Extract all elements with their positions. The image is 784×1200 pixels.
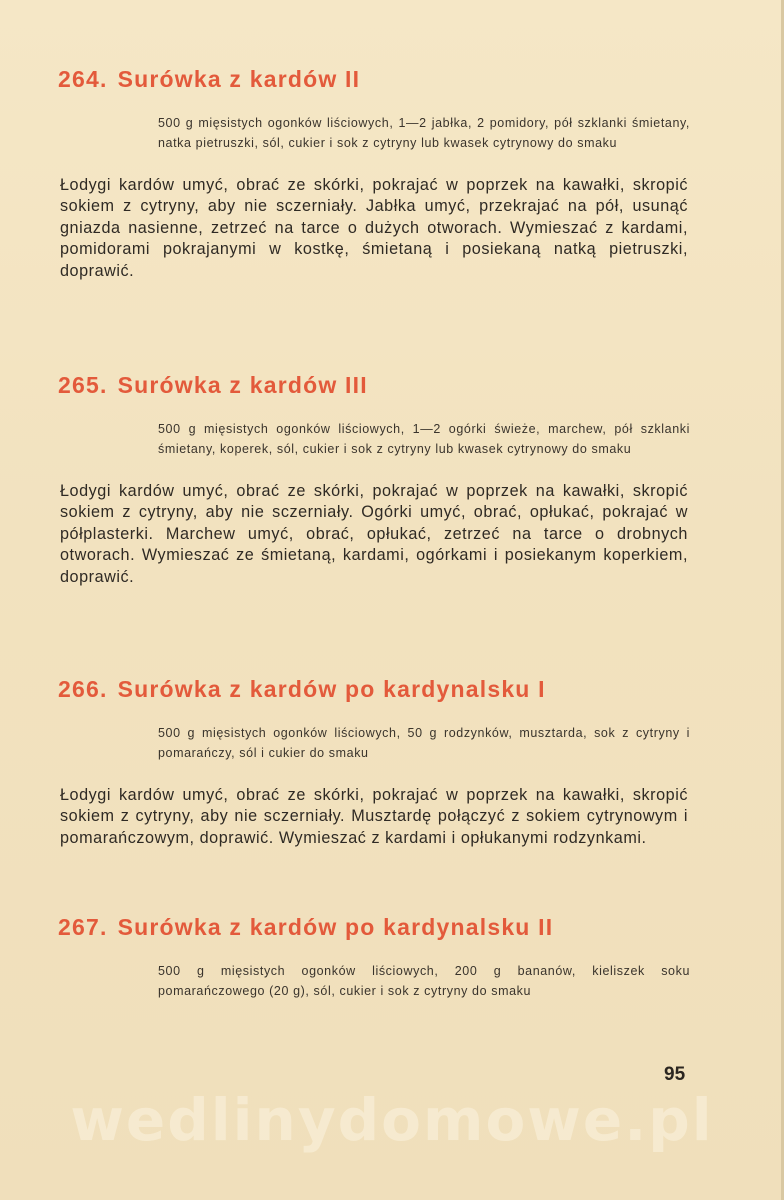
recipe-ingredients: 500 g mięsistych ogonków liściowych, 50 g rodzynków, musztarda, sok z cytryny i pomarańczy, sól i cukier do smaku — [158, 726, 690, 760]
recipe-title — [58, 372, 698, 399]
recipe-266 — [58, 676, 698, 849]
recipe-method: Łodygi kardów umyć, obrać ze skórki, pokrajać w poprzek na kawałki, skropić sokiem z cytryny, aby nie sczerniały. Ogórki umyć, obrać, opłukać, pokrajać w półplasterki. Marchew umyć, obrać, opłukać, zetrzeć na tarce o drobnych otworach. Wymieszać ze śmietaną, kardami, ogórkami i posiekanym koperkiem, doprawić. — [60, 482, 688, 586]
recipe-ingredients: 500 g mięsistych ogonków liściowych, 1—2 jabłka, 2 pomidory, pół szklanki śmietany, natka pietruszki, sól, cukier i sok z cytryny lub kwasek cytrynowy do smaku — [158, 116, 690, 150]
recipe-title-text: Surówka z kardów po kardynalsku I — [117, 676, 546, 702]
recipe-title — [58, 676, 698, 703]
recipe-title — [58, 66, 698, 93]
recipe-title — [58, 914, 698, 941]
page-number: 95 — [664, 1064, 686, 1085]
recipe-method: Łodygi kardów umyć, obrać ze skórki, pokrajać w poprzek na kawałki, skropić sokiem z cytryny, aby nie sczerniały. Musztardę połączyć z sokiem cytrynowym i pomarańczowym, doprawić. Wymieszać z kardami i opłukanymi rodzynkami. — [60, 786, 688, 847]
recipe-number: 266. — [58, 676, 108, 702]
recipe-number: 267. — [58, 914, 108, 940]
recipe-267 — [58, 914, 698, 1001]
recipe-method: Łodygi kardów umyć, obrać ze skórki, pokrajać w poprzek na kawałki, skropić sokiem z cytryny, aby nie sczerniały. Jabłka umyć, przekrajać na pół, usunąć gniazda nasienne, zetrzeć na tarce o dużych otworach. Wymieszać z kardami, pomidorami pokrajanymi w kostkę, śmietaną i posiekaną natką pietruszki, doprawić. — [60, 176, 688, 280]
watermark: wedlinydomowe.pl — [70, 1086, 714, 1154]
recipe-title-text: Surówka z kardów III — [117, 372, 368, 398]
recipe-title-text: Surówka z kardów po kardynalsku II — [117, 914, 554, 940]
recipe-number: 264. — [58, 66, 108, 92]
recipe-ingredients: 500 g mięsistych ogonków liściowych, 200 g bananów, kieliszek soku pomarańczowego (20 g), sól, cukier i sok z cytryny do smaku — [158, 964, 690, 998]
recipe-ingredients: 500 g mięsistych ogonków liściowych, 1—2 ogórki świeże, marchew, pół szklanki śmietany, koperek, sól, cukier i sok z cytryny lub kwasek cytrynowy do smaku — [158, 422, 690, 456]
recipe-264 — [58, 66, 698, 282]
recipe-title-text: Surówka z kardów II — [117, 66, 361, 92]
recipe-number: 265. — [58, 372, 108, 398]
recipe-265 — [58, 372, 698, 588]
